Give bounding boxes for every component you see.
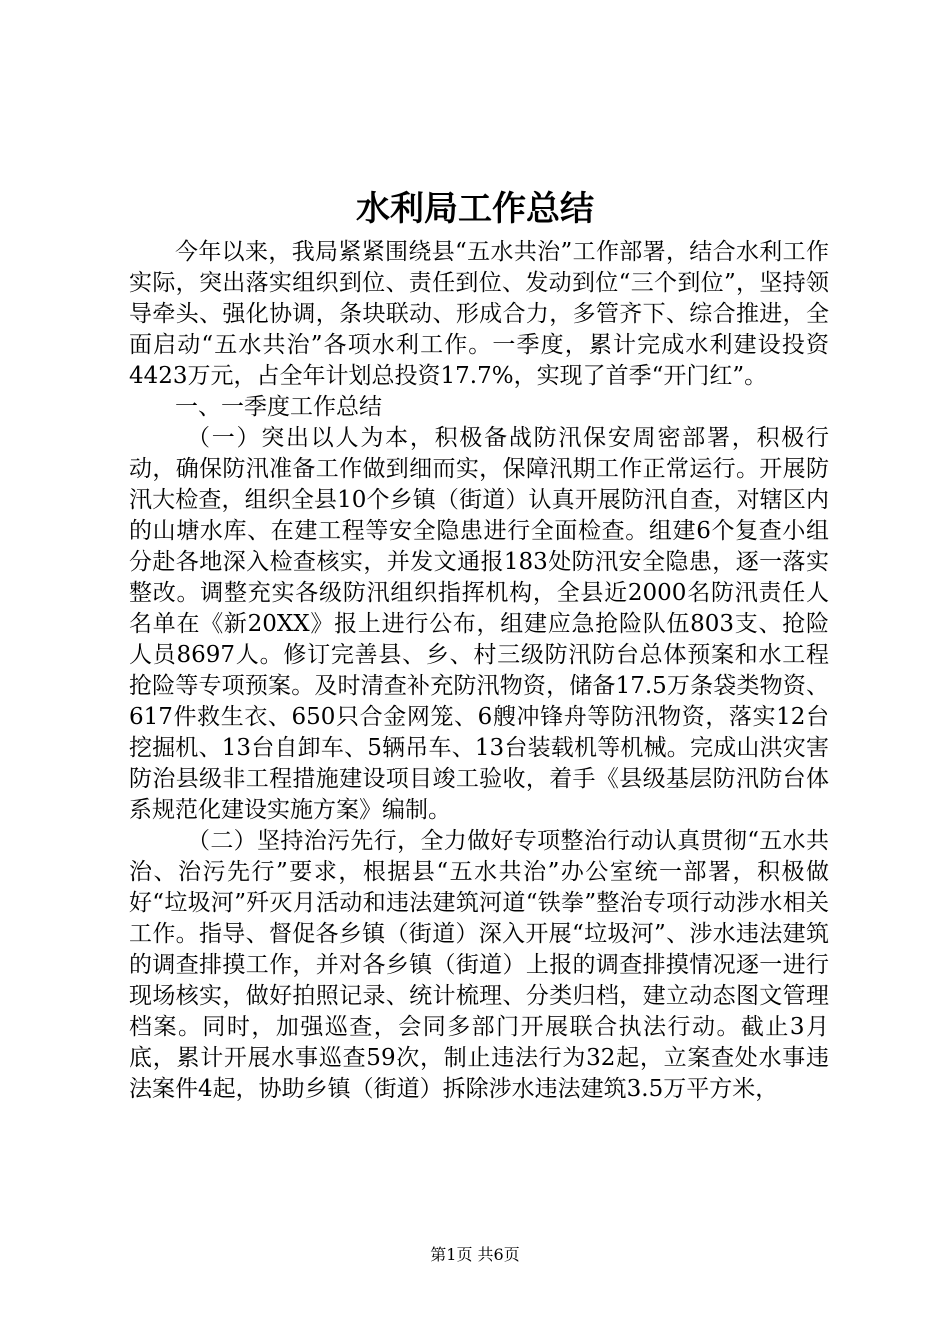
paragraph-pollution-control: （二）坚持治污先行，全力做好专项整治行动认真贯彻“五水共治、治污先行”要求，根据县“五水共治”办公室统一部署，积极做好“垃圾河”歼灭月活动和违法建筑河道“铁拳”整治专项行动涉水相关工作。指导、督促各乡镇（街道）深入开展“垃圾河”、涉水违法建筑的调查排摸工作，并对各乡镇（街道）上报的调查排摸情况逐一进行现场核实，做好拍照记录、统计梳理、分类归档，建立动态图文管理档案。同时，加强巡查，会同多部门开展联合执法行动。截止3月底，累计开展水事巡查59次，制止违法行为32起，立案查处水事违法案件4起，协助乡镇（街道）拆除涉水违法建筑3.5万平方米， [129,828,829,1102]
page-footer: 第1页 共6页 [430,1245,520,1264]
paragraph-flood-control: （一）突出以人为本，积极备战防汛保安周密部署，积极行动，确保防汛准备工作做到细而实，保障汛期工作正常运行。开展防汛大检查，组织全县10个乡镇（街道）认真开展防汛自查，对辖区内的山塘水库、在建工程等安全隐患进行全面检查。组建6个复查小组分赴各地深入检查核实，并发文通报183处防汛安全隐患，逐一落实整改。调整充实各级防汛组织指挥机构，全县近2000名防汛责任人名单在《新20XX》报上进行公布，组建应急抢险队伍803支、抢险人员8697人。修订完善县、乡、村三级防汛防台总体预案和水工程抢险等专项预案。及时清查补充防汛物资，储备17.5万条袋类物资、617件救生衣、650只合金网笼、6艘冲锋舟等防汛物资，落实12台挖掘机、13台自卸车、5辆吊车、13台装载机等机械。完成山洪灾害防治县级非工程措施建设项目竣工验收，着手《县级基层防汛防台体系规范化建设实施方案》编制。 [129,425,829,823]
document-body [129,237,829,1105]
section-heading: 一、一季度工作总结 [175,394,382,420]
document-title: 水利局工作总结 [356,189,594,229]
paragraph-intro: 今年以来，我局紧紧围绕县“五水共治”工作部署，结合水利工作实际，突出落实组织到位、责任到位、发动到位“三个到位”，坚持领导牵头、强化协调，条块联动、形成合力，多管齐下、综合推进，全面启动“五水共治”各项水利工作。一季度，累计完成水利建设投资4423万元，占全年计划总投资17.7%，实现了首季“开门红”。 [129,239,829,389]
